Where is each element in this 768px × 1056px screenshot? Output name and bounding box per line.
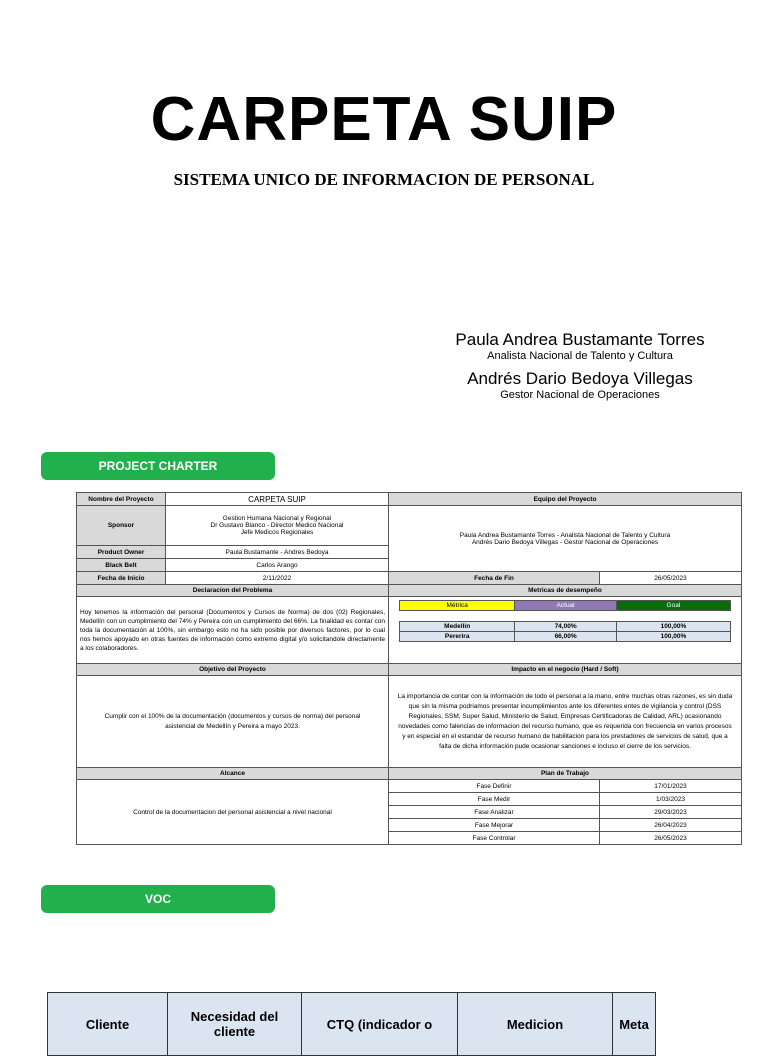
metric-goal: 100,00% [616,622,730,632]
fin-label: Fecha de Fin [389,572,600,585]
voc-header: Medicion [458,993,613,1056]
author-role: Analista Nacional de Talento y Cultura [487,350,673,362]
nombre-label: Nombre del Proyecto [77,493,166,506]
objetivo-text: Cumplir con el 100% de la documentación (documentos y cursos de norma) del personal asistencial de Medellín y Pereira a mayo 2023. [77,676,389,768]
author-1 [410,330,750,362]
sponsor-line: Dr Gustavo Blanco - Director Medico Nacional [210,522,344,529]
project-charter-table [76,492,742,845]
plan-fecha: 1/03/2023 [600,793,742,806]
alcance-label: Alcance [77,768,389,780]
plan-fecha: 26/05/2023 [600,832,742,845]
impacto-label: Impacto en el negocio (Hard / Soft) [389,664,742,676]
metric-actual: 74,00% [515,622,616,632]
metrics-table [399,600,731,642]
voc-header: Necesidad del cliente [168,993,302,1056]
metric-row [400,632,731,642]
impacto-text: La importancia de contar con la información de todo el personal a la mano, entre muchas otras razones, es sin duda que sin la misma podriamos presentar incumplimientos ante los diferentes entes de vigilancia y control (DSS Regionales, SSM, Super Salud, Ministerio de Salud, Empresas Certificadoras de Calidad, ARL) ocasionando novedades como falencias de informacion del recurso humano, que es requerida con frecuencia en varios procesos y en especial en el estandar de recurso humano de habilitacion para los prestadores de servicios de salud, que a falta de dicha información pude ocasionar sanciones e incluso el cierre de los servicios. [389,676,742,768]
objetivo-label: Objetivo del Proyecto [77,664,389,676]
author-role: Gestor Nacional de Operaciones [500,389,660,401]
problema-label: Declaracion del Problema [77,585,389,597]
plan-fase: Fase Medir [389,793,600,806]
problema-text: Hoy tenemos la información del personal (Documentos y Cursos de Norma) de dos (02) Regionales, Medellín con un cumplimiento del 74% y Pereira con un cumplimiento del 66%. La finalidad es contar con toda la documentación al 100%, sin embargo esto no ha sido posible por diversos factores, por lo cual nos hemos apoyado en otras fuentes de información como extremo digital y/o solicitandole directamente a los colaboradores. [77,597,389,664]
plan-fase: Fase Controlar [389,832,600,845]
author-name: Andrés Dario Bedoya Villegas [467,369,693,388]
voc-header: CTQ (indicador o [302,993,458,1056]
plan-fecha: 26/04/2023 [600,819,742,832]
team-value [389,506,742,572]
voc-header: Meta [613,993,656,1056]
belt-label: Black Belt [77,559,166,572]
plan-fase: Fase Definir [389,780,600,793]
sponsor-line: Gestion Humana Nacional y Regional [222,515,332,522]
inicio-label: Fecha de Inicio [77,572,166,585]
owner-label: Product Owner [77,546,166,559]
plan-label: Plan de Trabajo [389,768,742,780]
metric-name: Medellin [400,622,515,632]
fin-value: 26/05/2023 [600,572,742,585]
document-subtitle: SISTEMA UNICO DE INFORMACION DE PERSONAL [173,170,595,189]
sponsor-line: Jefe Medicos Regionales [240,529,314,536]
metric-actual: 66,00% [515,632,616,642]
nombre-value: CARPETA SUIP [166,493,389,506]
section-voc: VOC [41,885,275,913]
metric-row [400,622,731,632]
plan-fase: Fase Mejorar [389,819,600,832]
owner-value: Paula Bustamante - Andres Bedoya [166,546,389,559]
metric-name: Pererira [400,632,515,642]
author-2 [410,369,750,401]
metric-header: Actual [515,601,616,611]
section-project-charter: PROJECT CHARTER [41,452,275,480]
plan-fecha: 17/01/2023 [600,780,742,793]
document-title: CARPETA SUIP [150,85,618,154]
plan-fase: Fase Analizar [389,806,600,819]
sponsor-label: Sponsor [77,506,166,546]
equipo-label: Equipo del Proyecto [389,493,742,506]
voc-table [47,992,656,1056]
inicio-value: 2/11/2022 [166,572,389,585]
metrics-cell [389,597,742,664]
metric-header: Goal [616,601,730,611]
author-name: Paula Andrea Bustamante Torres [455,330,705,349]
belt-value: Carlos Arango [166,559,389,572]
team-line: Andrés Dario Bedoya Villegas - Gestor Nacional de Operaciones [471,538,659,546]
sponsor-value [166,506,389,546]
voc-header: Cliente [48,993,168,1056]
metricas-label: Metricas de desempeño [389,585,742,597]
metric-goal: 100,00% [616,632,730,642]
team-line: Paula Andrea Bustamante Torres - Analista Nacional de Talento y Cultura [459,531,671,539]
metric-header: Métrica [400,601,515,611]
alcance-text: Control de la documentacion del personal asistencial a nivel nacional [77,780,389,845]
plan-fecha: 29/03/2023 [600,806,742,819]
